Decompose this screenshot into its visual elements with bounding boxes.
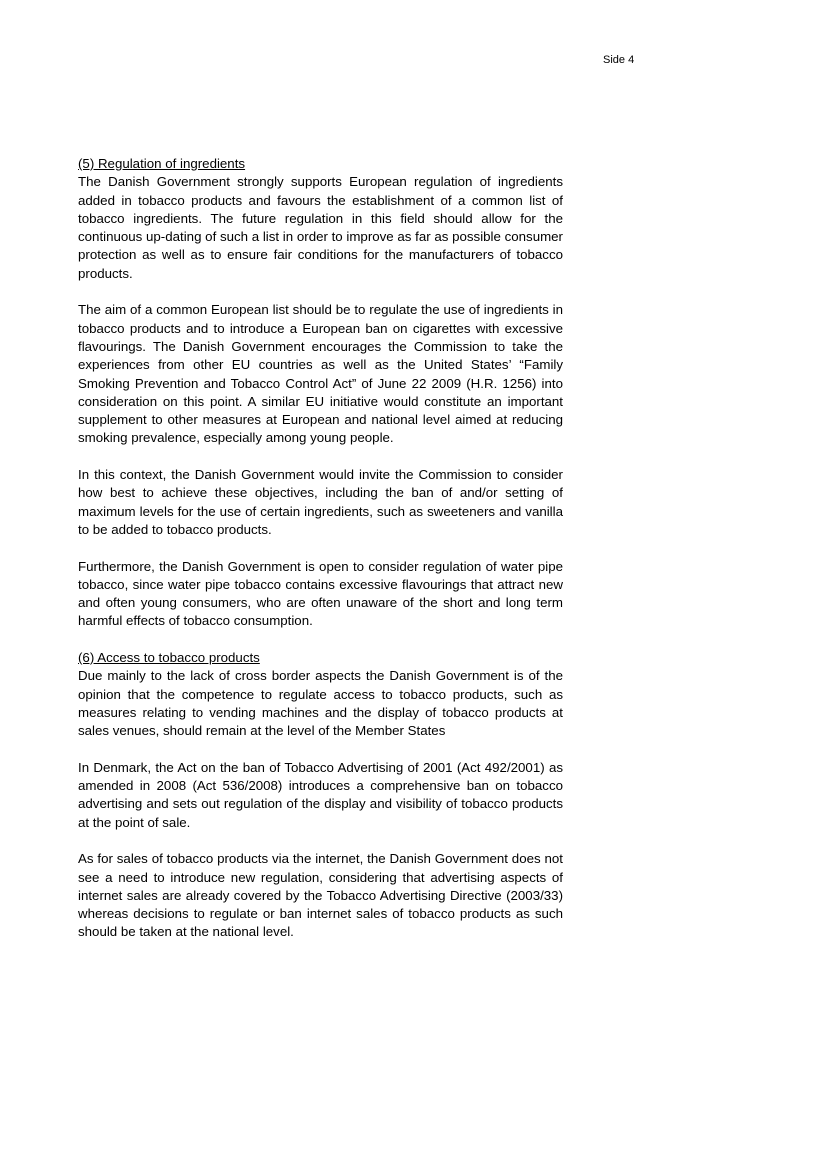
paragraph: Due mainly to the lack of cross border aspects the Danish Government is of the opinion that the competence to regulate access to tobacco products, such as measures relating to vending machines and the display of tobacco products at sales venues, should remain at the level of the Member States <box>78 668 563 739</box>
paragraph: The aim of a common European list should be to regulate the use of ingredients in tobacco products and to introduce a European ban on cigarettes with excessive flavourings. The Danish Government encourages the Commission to take the experiences from other EU countries as well as the United States’ “Family Smoking Prevention and Tobacco Control Act” of June 22 2009 (H.R. 1256) into consideration on this point. A similar EU initiative would constitute an important supplement to other measures at European and national level aimed at reducing smoking prevalence, especially among young people. <box>78 302 563 446</box>
page-number: Side 4 <box>603 54 635 66</box>
paragraph: The Danish Government strongly supports European regulation of ingredients added in tobacco products and favours the establishment of a common list of tobacco ingredients. The future regulation in this field should allow for the continuous up-dating of such a list in order to improve as far as possible consumer protection as well as to ensure fair conditions for the manufacturers of tobacco products. <box>78 174 563 281</box>
section-access-to-tobacco-products <box>78 649 563 942</box>
paragraph: In Denmark, the Act on the ban of Tobacco Advertising of 2001 (Act 492/2001) as amended in 2008 (Act 536/2008) introduces a comprehensive ban on tobacco advertising and sets out regulation of the display and visibility of tobacco products at the point of sale. <box>78 759 563 830</box>
section-heading: (5) Regulation of ingredients <box>78 156 246 171</box>
section-heading: (6) Access to tobacco products <box>78 650 260 666</box>
paragraph: In this context, the Danish Government would invite the Commission to consider how best to achieve these objectives, including the ban of and/or setting of maximum levels for the use of certain ingredients, such as sweeteners and vanilla to be added to tobacco products. <box>78 467 563 537</box>
paragraph: As for sales of tobacco products via the internet, the Danish Government does not see a need to introduce new regulation, considering that advertising aspects of internet sales are already covered by the Tobacco Advertising Directive (2003/33) whereas decisions to regulate or ban internet sales of tobacco products as such should be taken at the national level. <box>78 851 563 940</box>
document-body <box>78 155 563 960</box>
paragraph: Furthermore, the Danish Government is open to consider regulation of water pipe tobacco, since water pipe tobacco contains excessive flavourings that attract new and often young consumers, who are often unaware of the short and long term harmful effects of tobacco consumption. <box>78 558 563 629</box>
section-regulation-of-ingredients <box>78 155 563 631</box>
